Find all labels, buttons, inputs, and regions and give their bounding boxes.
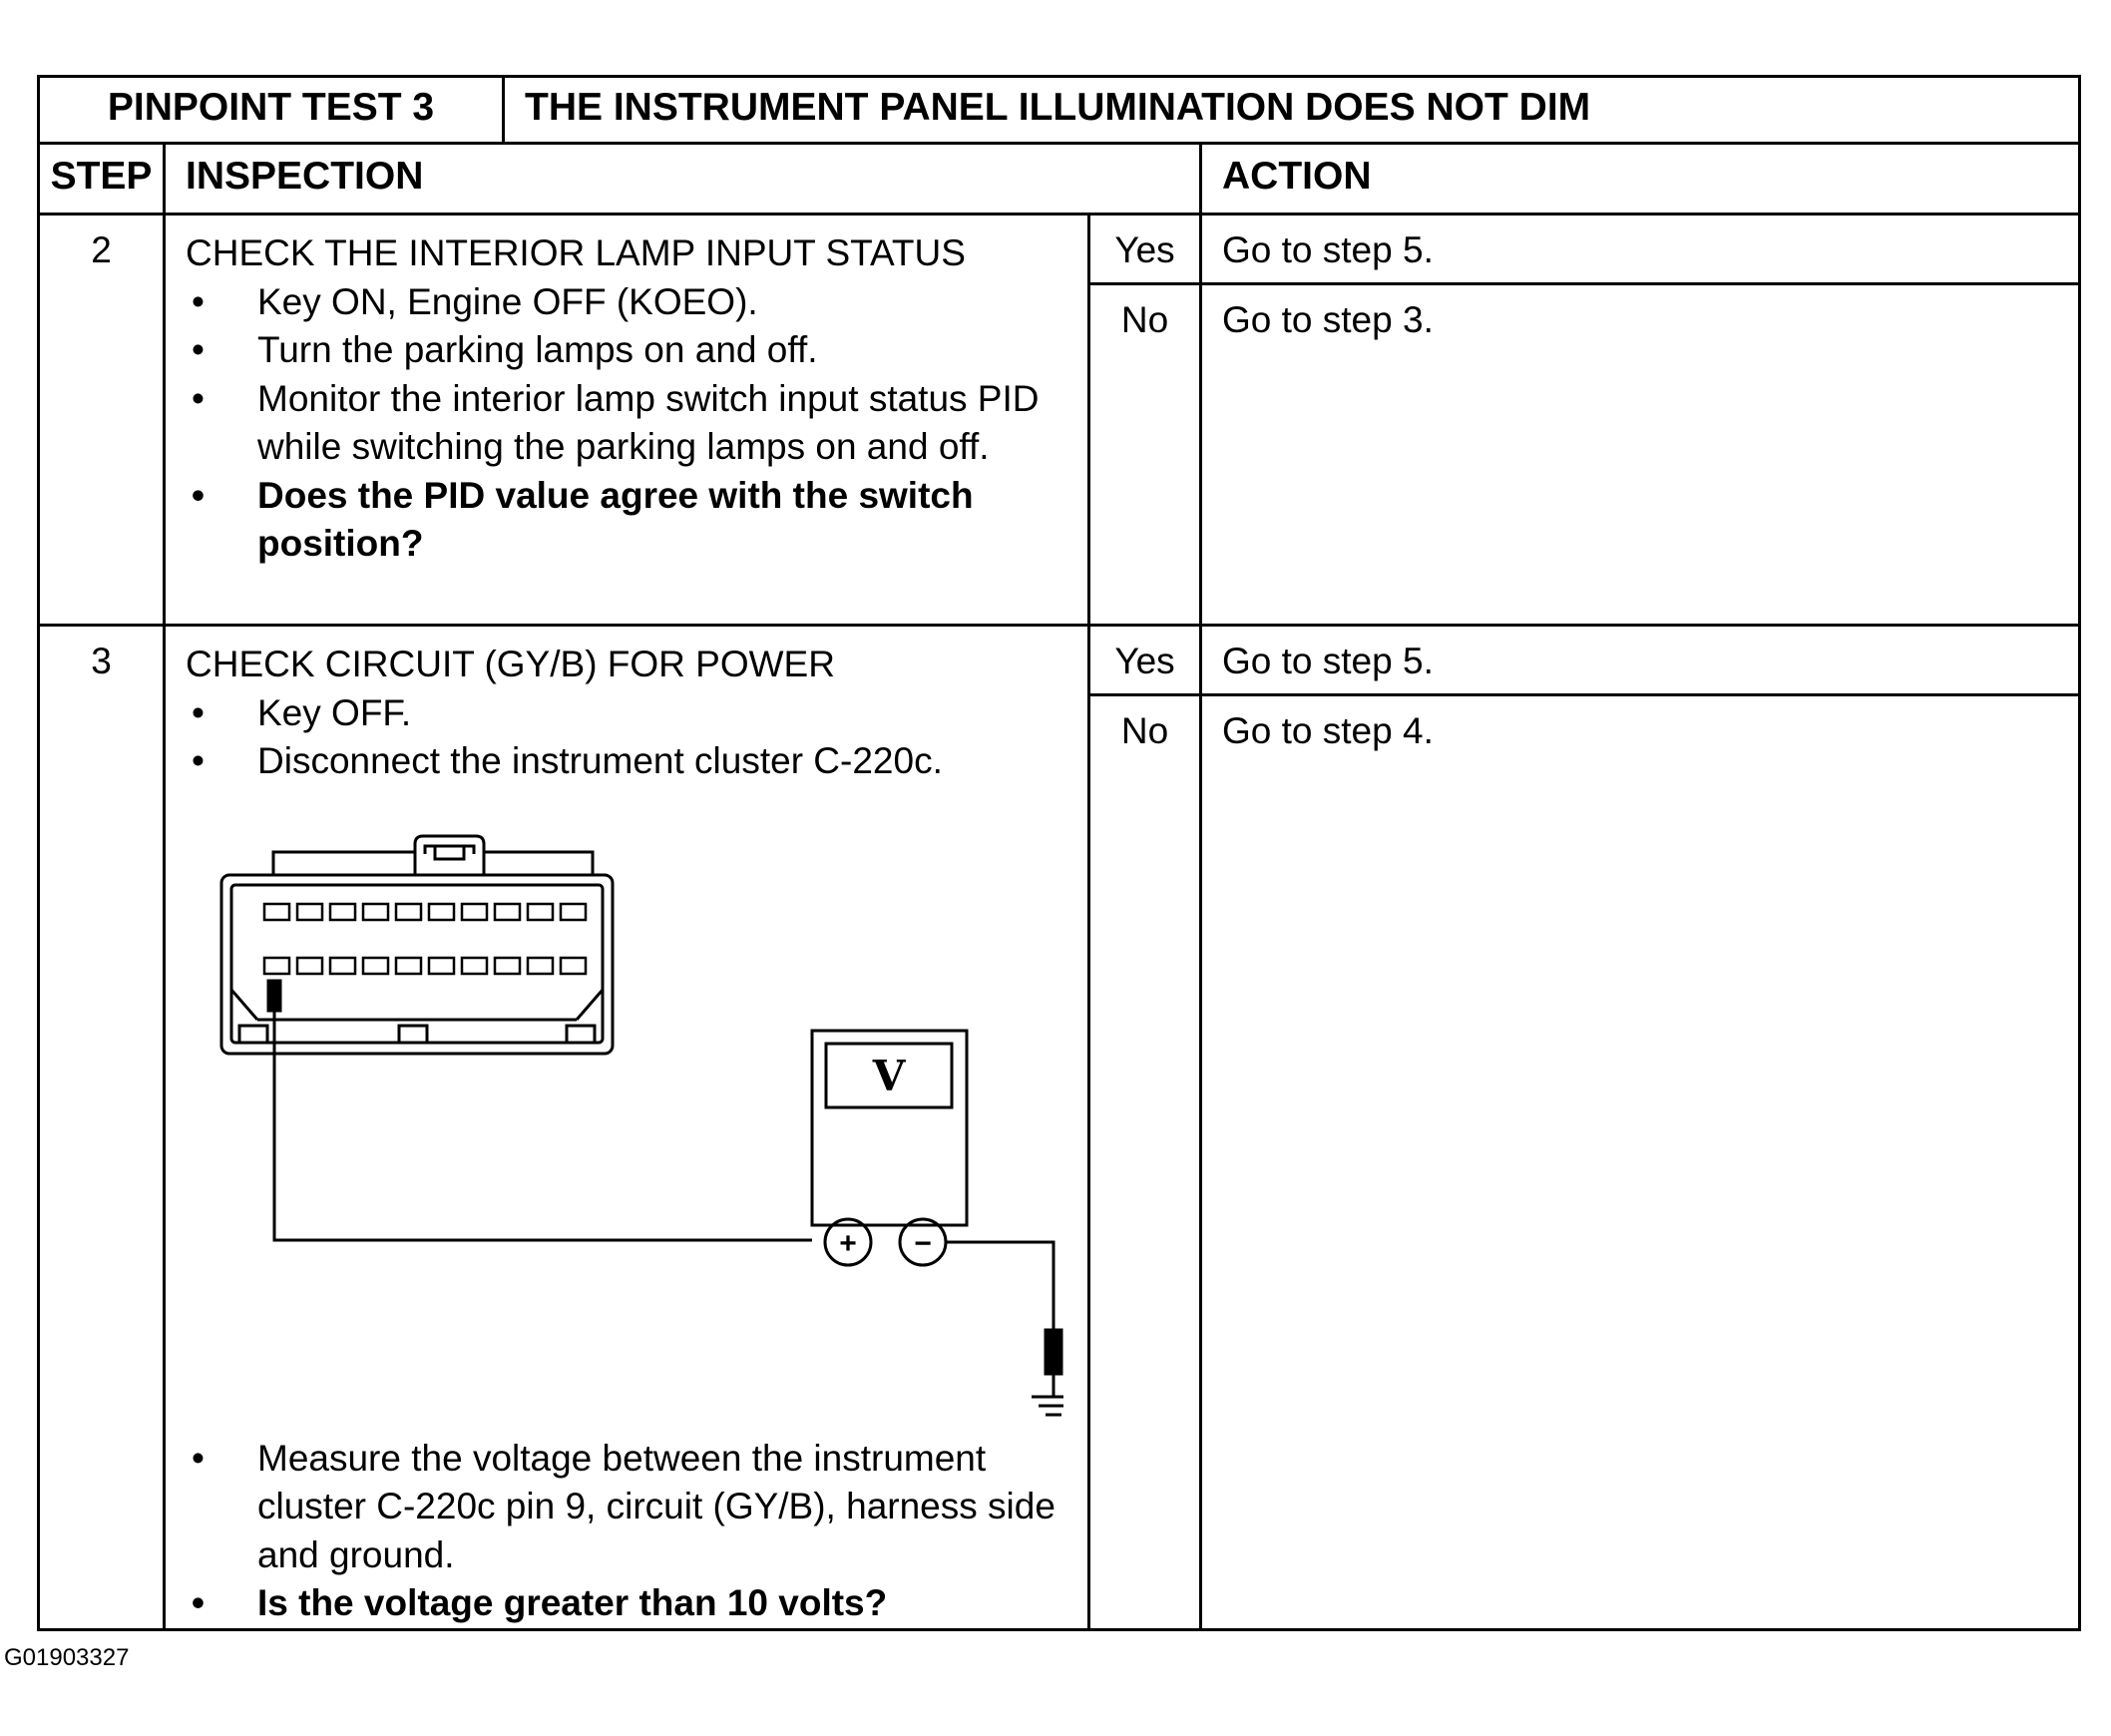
step-3-inspection — [165, 626, 1089, 1630]
list-item: • Key OFF. — [186, 689, 1067, 738]
no-action: Go to step 4. — [1201, 695, 2080, 1630]
list-item: • Is the voltage greater than 10 volts? — [186, 1579, 1067, 1628]
connector-pin-cavity — [462, 958, 487, 974]
connector-pin-cavity — [495, 958, 520, 974]
connector-pin-rows — [264, 904, 586, 974]
bullet-icon: • — [192, 740, 205, 781]
connector-pin-cavity — [462, 904, 487, 920]
list-item: • Turn the parking lamps on and off. — [186, 326, 1067, 375]
step-title: CHECK CIRCUIT (GY/B) FOR POWER — [186, 644, 835, 684]
connector-pin-cavity — [528, 904, 553, 920]
connector-pin-cavity — [396, 958, 421, 974]
inspection-column-header: INSPECTION — [165, 144, 1201, 215]
step-number: 2 — [39, 215, 165, 626]
step-3-bullets-after — [186, 1435, 1067, 1628]
minus-symbol: − — [914, 1226, 932, 1260]
table-header-row — [39, 77, 2080, 144]
connector-tab-right — [484, 852, 593, 875]
step-number: 3 — [39, 626, 165, 1630]
connector-pin-cavity — [264, 904, 289, 920]
ground-probe — [1046, 1330, 1061, 1374]
list-item: • Monitor the interior lamp switch input status PID while switching the parking lamps on and off. — [186, 375, 1067, 472]
list-item: • Disconnect the instrument cluster C-220c. — [186, 737, 1067, 786]
meter-symbol: V — [872, 1051, 906, 1100]
connector-pin-cavity — [363, 958, 388, 974]
plus-symbol: + — [839, 1226, 857, 1260]
connector-pin-cavity — [264, 958, 289, 974]
list-item: • Key ON, Engine OFF (KOEO). — [186, 278, 1067, 327]
column-header-row — [39, 144, 2080, 215]
step-2-bullets — [186, 278, 1067, 569]
connector-voltmeter-diagram — [186, 786, 1063, 1435]
connector-tab-left — [273, 852, 415, 875]
test-label-cell — [39, 77, 504, 144]
step-title: CHECK THE INTERIOR LAMP INPUT STATUS — [186, 232, 966, 273]
connector-notch — [567, 1026, 595, 1043]
bullet-icon: • — [192, 1437, 205, 1479]
no-action: Go to step 3. — [1201, 284, 2080, 626]
action-column-header: ACTION — [1201, 144, 2080, 215]
connector-pin-cavity — [429, 958, 454, 974]
list-item: • Does the PID value agree with the switch position? — [186, 472, 1067, 569]
negative-lead-wire — [946, 1242, 1054, 1330]
connector-pin-cavity — [330, 904, 355, 920]
table-row — [39, 626, 2080, 695]
connector-notch — [399, 1026, 427, 1043]
test-title: THE INSTRUMENT PANEL ILLUMINATION DOES NOT DIM — [525, 86, 1591, 129]
yes-label: Yes — [1089, 626, 1201, 695]
bullet-icon: • — [192, 280, 205, 322]
test-title-cell — [504, 77, 2080, 144]
connector-pin-cavity — [495, 904, 520, 920]
bullet-icon: • — [192, 691, 205, 733]
connector-pin-cavity — [297, 958, 322, 974]
bullet-icon: • — [192, 1582, 205, 1623]
connector-notch — [239, 1026, 267, 1043]
yes-label: Yes — [1089, 215, 1201, 284]
connector-pin-cavity — [561, 904, 586, 920]
step-column-header: STEP — [39, 144, 165, 215]
table-row — [39, 215, 2080, 284]
connector-pin-cavity — [297, 904, 322, 920]
connector-pin-cavity — [330, 958, 355, 974]
bullet-icon: • — [192, 377, 205, 419]
connector-pin-cavity — [528, 958, 553, 974]
step-2-inspection — [165, 215, 1089, 626]
list-item: • Measure the voltage between the instrument cluster C-220c pin 9, circuit (GY/B), harness side and ground. — [186, 1435, 1067, 1580]
positive-lead-wire — [274, 996, 812, 1240]
step-3-bullets-before — [186, 689, 1067, 786]
test-label: PINPOINT TEST 3 — [107, 86, 435, 129]
connector-pin-cavity — [429, 904, 454, 920]
figure-id: G01903327 — [4, 1644, 130, 1671]
no-label: No — [1089, 284, 1201, 626]
voltage-test-diagram — [186, 786, 1063, 1435]
connector-latch — [415, 836, 484, 875]
yes-action: Go to step 5. — [1201, 626, 2080, 695]
yes-action: Go to step 5. — [1201, 215, 2080, 284]
no-label: No — [1089, 695, 1201, 1630]
bullet-icon: • — [192, 474, 205, 516]
connector-pin-cavity — [363, 904, 388, 920]
connector-pin-cavity — [561, 958, 586, 974]
connector-pin-cavity — [396, 904, 421, 920]
bullet-icon: • — [192, 329, 205, 370]
pinpoint-test-table — [37, 75, 2081, 1631]
